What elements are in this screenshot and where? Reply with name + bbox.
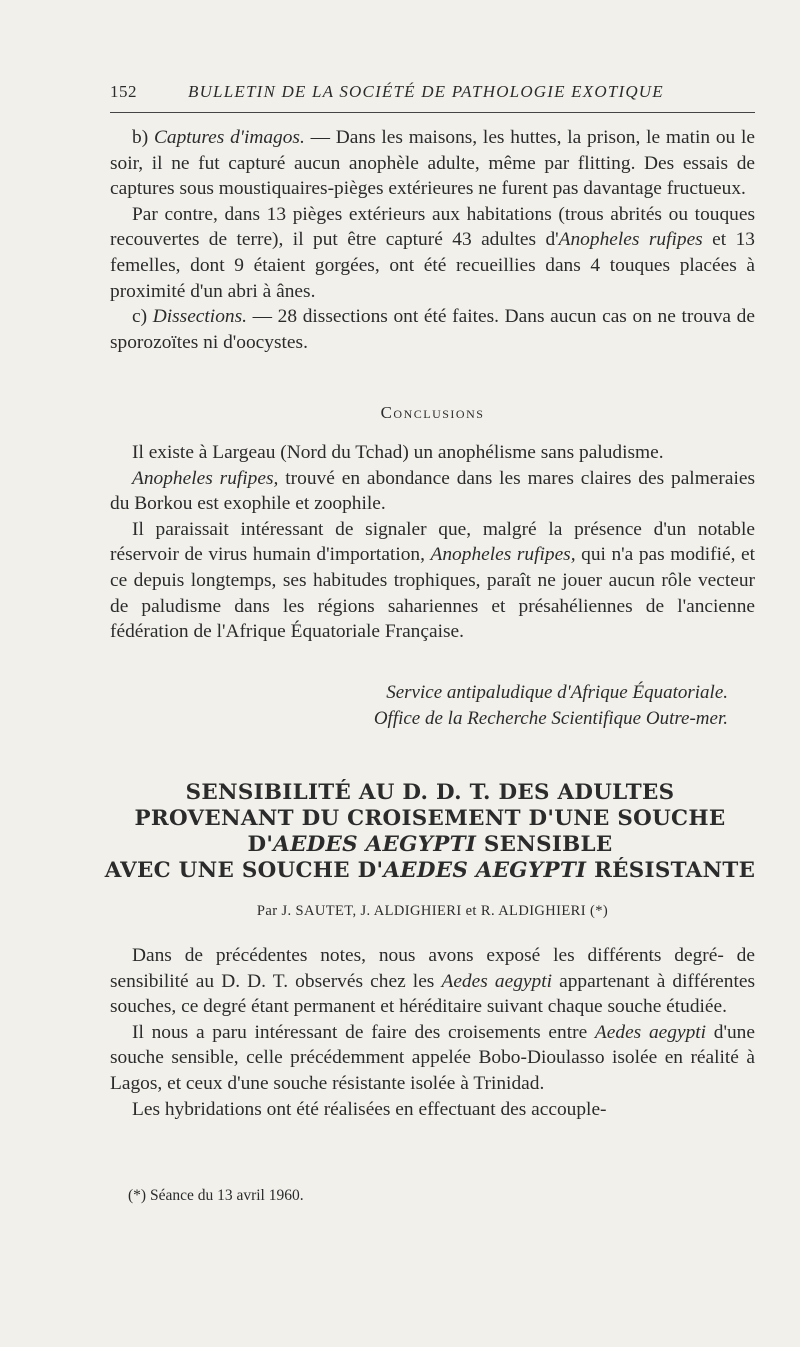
- conclusion-paragraph-2: Anopheles rufipes, trouvé en abondance dans les mares claires des palmeraies du Borkou est exophile et zoophile.: [110, 467, 755, 515]
- journal-title: BULLETIN DE LA SOCIÉTÉ DE PATHOLOGIE EXOTIQUE: [188, 82, 664, 101]
- title-line-4: AVEC UNE SOUCHE D'AEDES AEGYPTI RÉSISTANTE: [104, 858, 756, 883]
- affiliation: [110, 680, 728, 731]
- species-name: Anopheles rufipes,: [132, 467, 279, 489]
- title-line-2: PROVENANT DU CROISEMENT D'UNE SOUCHE: [134, 806, 726, 831]
- title-line-1: SENSIBILITÉ AU D. D. T. DES ADULTES: [185, 780, 675, 805]
- affiliation-line-1: Service antipaludique d'Afrique Équatoriale.: [386, 682, 728, 703]
- species-name: Aedes aegypti: [441, 970, 552, 992]
- species-name: Anopheles rufipes: [558, 229, 703, 251]
- conclusions-heading: Conclusions: [380, 403, 485, 422]
- species-name: Aedes aegypti: [594, 1021, 707, 1043]
- affiliation-line-2: Office de la Recherche Scientifique Outre-mer.: [373, 707, 728, 729]
- footnote: (*) Séance du 13 avril 1960.: [128, 1187, 304, 1204]
- species-name: Anopheles rufipes,: [430, 544, 576, 566]
- article-paragraph-1: Dans de précédentes notes, nous avons exposé les différents degré- de sensibilité au D. D. T. observés chez les Aedes aegypti appartenant à différentes souches, ce degré étant permanent et héréditaire suivant chaque souche étudiée.: [110, 945, 755, 1018]
- paragraph-captures-imagos: b) Captures d'imagos. — Dans les maisons, les huttes, la prison, le matin ou le soir, il ne fut capturé aucun anophèle adulte, même par flitting. Des essais de captures sous moustiquaires-pièges extérieures ne furent pas davantage fructueux.: [110, 127, 755, 200]
- subheading-dissections: Dissections.: [152, 306, 247, 328]
- paragraph-pieges: Par contre, dans 13 pièges extérieurs aux habitations (trous abrités ou touques recouvertes de terre), il put être capturé 43 adultes d'Anopheles rufipes et 13 femelles, dont 9 étaient gorgées, ont été recueillies dans 4 touques placées à proximité d'un abri à ânes.: [110, 203, 756, 302]
- article-title: [90, 780, 770, 884]
- article-body: [110, 943, 755, 1122]
- article-paragraph-2: Il nous a paru intéressant de faire des croisements entre Aedes aegypti d'une souche sensible, celle précédemment appelée Bobo-Dioulasso isolée en réalité à Lagos, et ceux d'une souche résistante isolée à Trinidad.: [110, 1021, 755, 1094]
- title-line-3: D'AEDES AEGYPTI SENSIBLE: [247, 832, 613, 857]
- section-conclusions: [110, 440, 755, 645]
- conclusion-paragraph-3: Il paraissait intéressant de signaler que, malgré la présence d'un notable réservoir de virus humain d'importation, Anopheles rufipes, qui n'a pas modifié, et ce depuis longtemps, ses habitudes trophiques, paraît ne jouer aucun rôle vecteur de paludisme dans les régions sahariennes et présahéliennes de l'ancienne fédération de l'Afrique Équatoriale Française.: [110, 518, 755, 643]
- article-paragraph-3: Les hybridations ont été réalisées en effectuant des accouple-: [132, 1098, 607, 1120]
- header-rule: [110, 112, 755, 113]
- page-number: 152: [110, 82, 137, 101]
- section-captures: [110, 125, 755, 355]
- paragraph-dissections: c) Dissections. — 28 dissections ont été faites. Dans aucun cas on ne trouva de sporozoïtes ni d'oocystes.: [110, 306, 755, 353]
- subheading-captures: Captures d'imagos.: [153, 127, 305, 148]
- article-authors: Par J. SAUTET, J. ALDIGHIERI et R. ALDIGHIERI (*): [256, 903, 609, 919]
- conclusion-paragraph-1: Il existe à Largeau (Nord du Tchad) un anophélisme sans paludisme.: [132, 442, 664, 463]
